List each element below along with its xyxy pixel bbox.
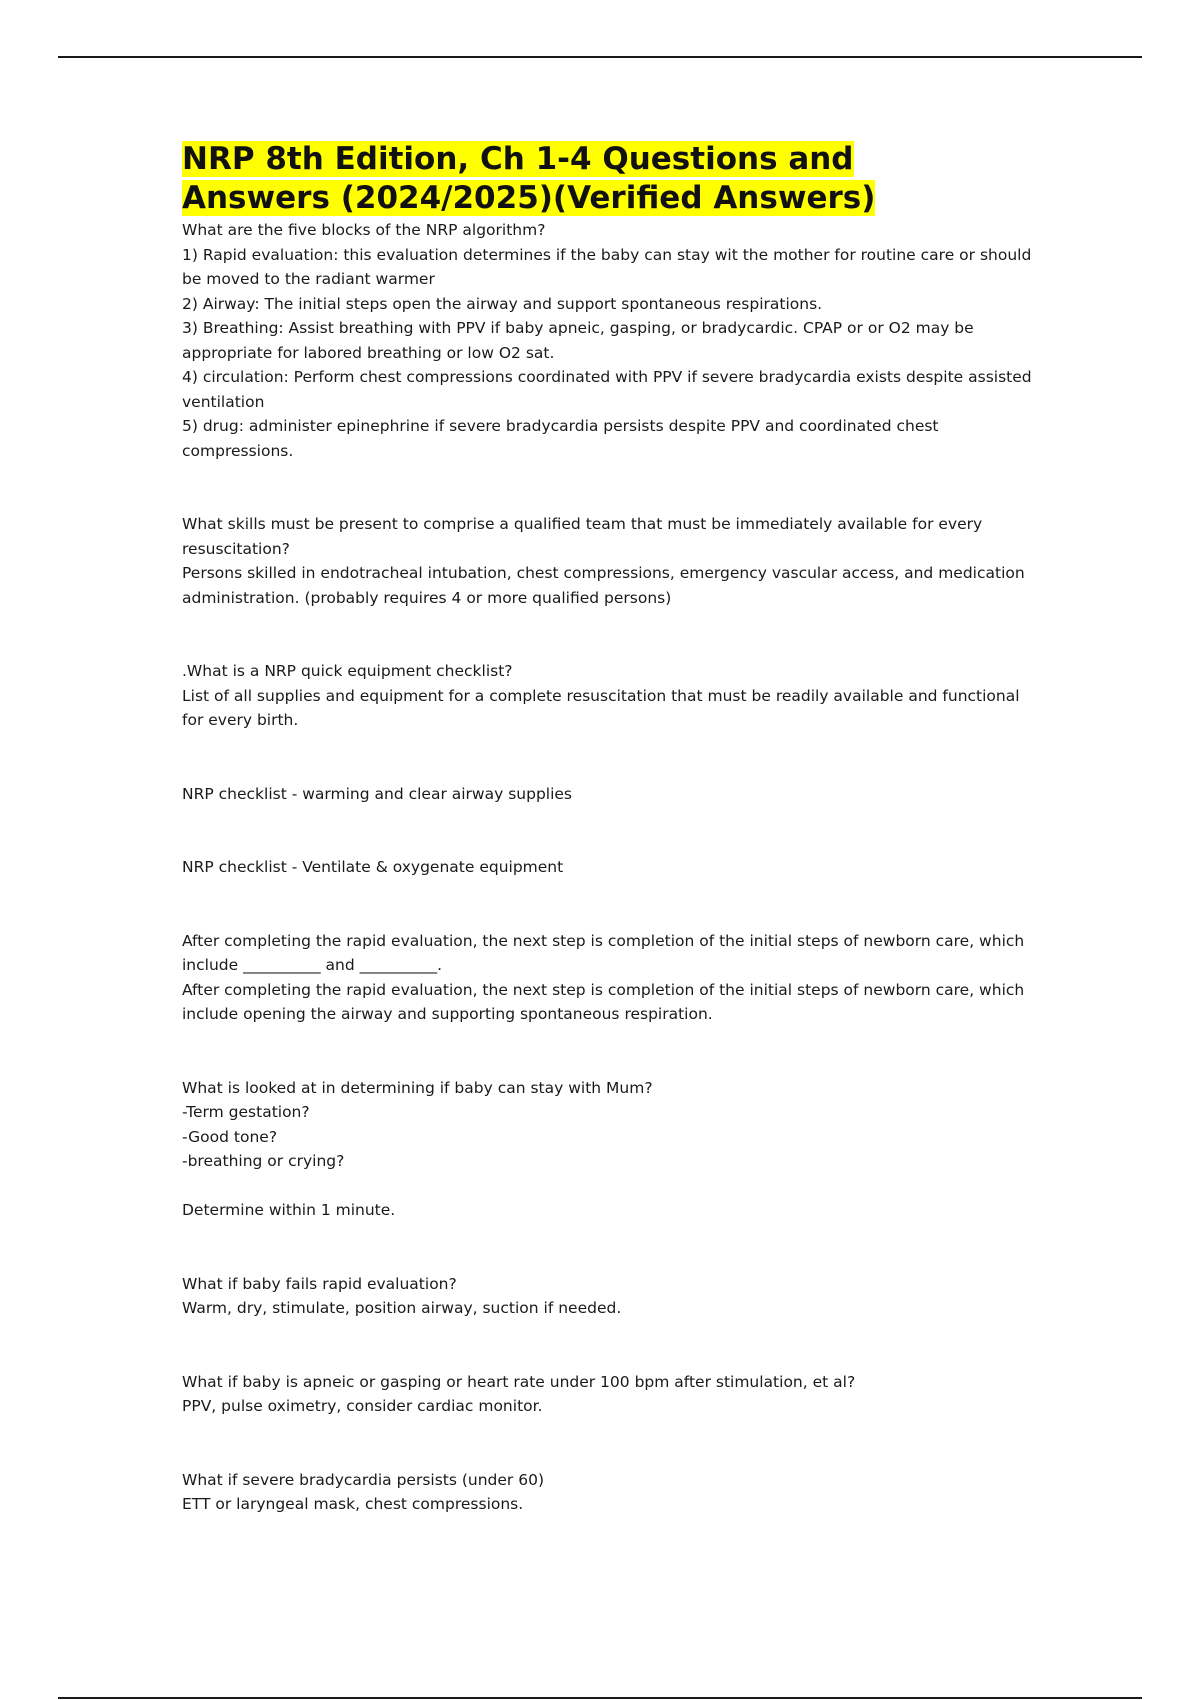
question: What is looked at in determining if baby can stay with Mum? [182,1078,653,1097]
answer-line: -breathing or crying? [182,1152,345,1170]
answer-line: 2) Airway: The initial steps open the airway and support spontaneous respirations. [182,294,823,313]
answer-note: Determine within 1 minute. [182,1201,396,1219]
document-title [182,140,1032,218]
question: What if severe bradycardia persists (under 60) [182,1470,544,1489]
answer-line: 4) circulation: Perform chest compressions coordinated with PPV if severe bradycardia exists despite assisted ventilation [182,368,1032,411]
answer-line: Persons skilled in endotracheal intubation, chest compressions, emergency vascular access, and medication administration. (probably requires 4 or more qualified persons) [182,564,1025,607]
qa-block-4 [182,782,1032,807]
qa-block-9 [182,1370,1032,1419]
question: What if baby fails rapid evaluation? [182,1274,457,1293]
title-line-2: Answers (2024/2025)(Verified Answers) [182,180,876,216]
footer-rule [58,1697,1142,1699]
answer-line: 5) drug: administer epinephrine if severe bradycardia persists despite PPV and coordinated chest compressions. [182,417,939,460]
question: NRP checklist - Ventilate & oxygenate equipment [182,858,564,876]
answer-line: 3) Breathing: Assist breathing with PPV if baby apneic, gasping, or bradycardic. CPAP or or O2 may be appropriate for labored breathing or low O2 sat. [182,319,974,362]
answer-line: PPV, pulse oximetry, consider cardiac monitor. [182,1397,543,1415]
answer-line: 1) Rapid evaluation: this evaluation determines if the baby can stay wit the mother for routine care or should be moved to the radiant warmer [182,245,1032,288]
qa-block-3 [182,659,1032,733]
question: What skills must be present to comprise a qualified team that must be immediately available for every resuscitation? [182,515,983,558]
header-rule [58,56,1142,58]
qa-block-8 [182,1272,1032,1321]
qa-block-1 [182,218,1032,463]
qa-block-5 [182,855,1032,880]
question: NRP checklist - warming and clear airway supplies [182,784,573,803]
answer-line: -Term gestation? [182,1103,310,1121]
qa-list [182,218,1032,1517]
title-line-1: NRP 8th Edition, Ch 1-4 Questions and [182,141,854,177]
qa-block-7 [182,1076,1032,1223]
answer-line: ETT or laryngeal mask, chest compressions. [182,1495,524,1513]
qa-block-6 [182,929,1032,1027]
answer-line: Warm, dry, stimulate, position airway, suction if needed. [182,1299,622,1317]
answer-line: After completing the rapid evaluation, the next step is completion of the initial steps of newborn care, which include opening the airway and supporting spontaneous respiration. [182,980,1025,1023]
question: .What is a NRP quick equipment checklist? [182,662,513,680]
document-body [182,140,1032,1517]
qa-block-2 [182,512,1032,610]
qa-block-10 [182,1468,1032,1517]
question: What are the five blocks of the NRP algorithm? [182,221,546,239]
answer-line: List of all supplies and equipment for a complete resuscitation that must be readily available and functional for every birth. [182,686,1020,729]
answer-line: -Good tone? [182,1127,278,1146]
question: After completing the rapid evaluation, the next step is completion of the initial steps of newborn care, which include __________ and __________. [182,931,1025,974]
question: What if baby is apneic or gasping or heart rate under 100 bpm after stimulation, et al? [182,1372,856,1391]
